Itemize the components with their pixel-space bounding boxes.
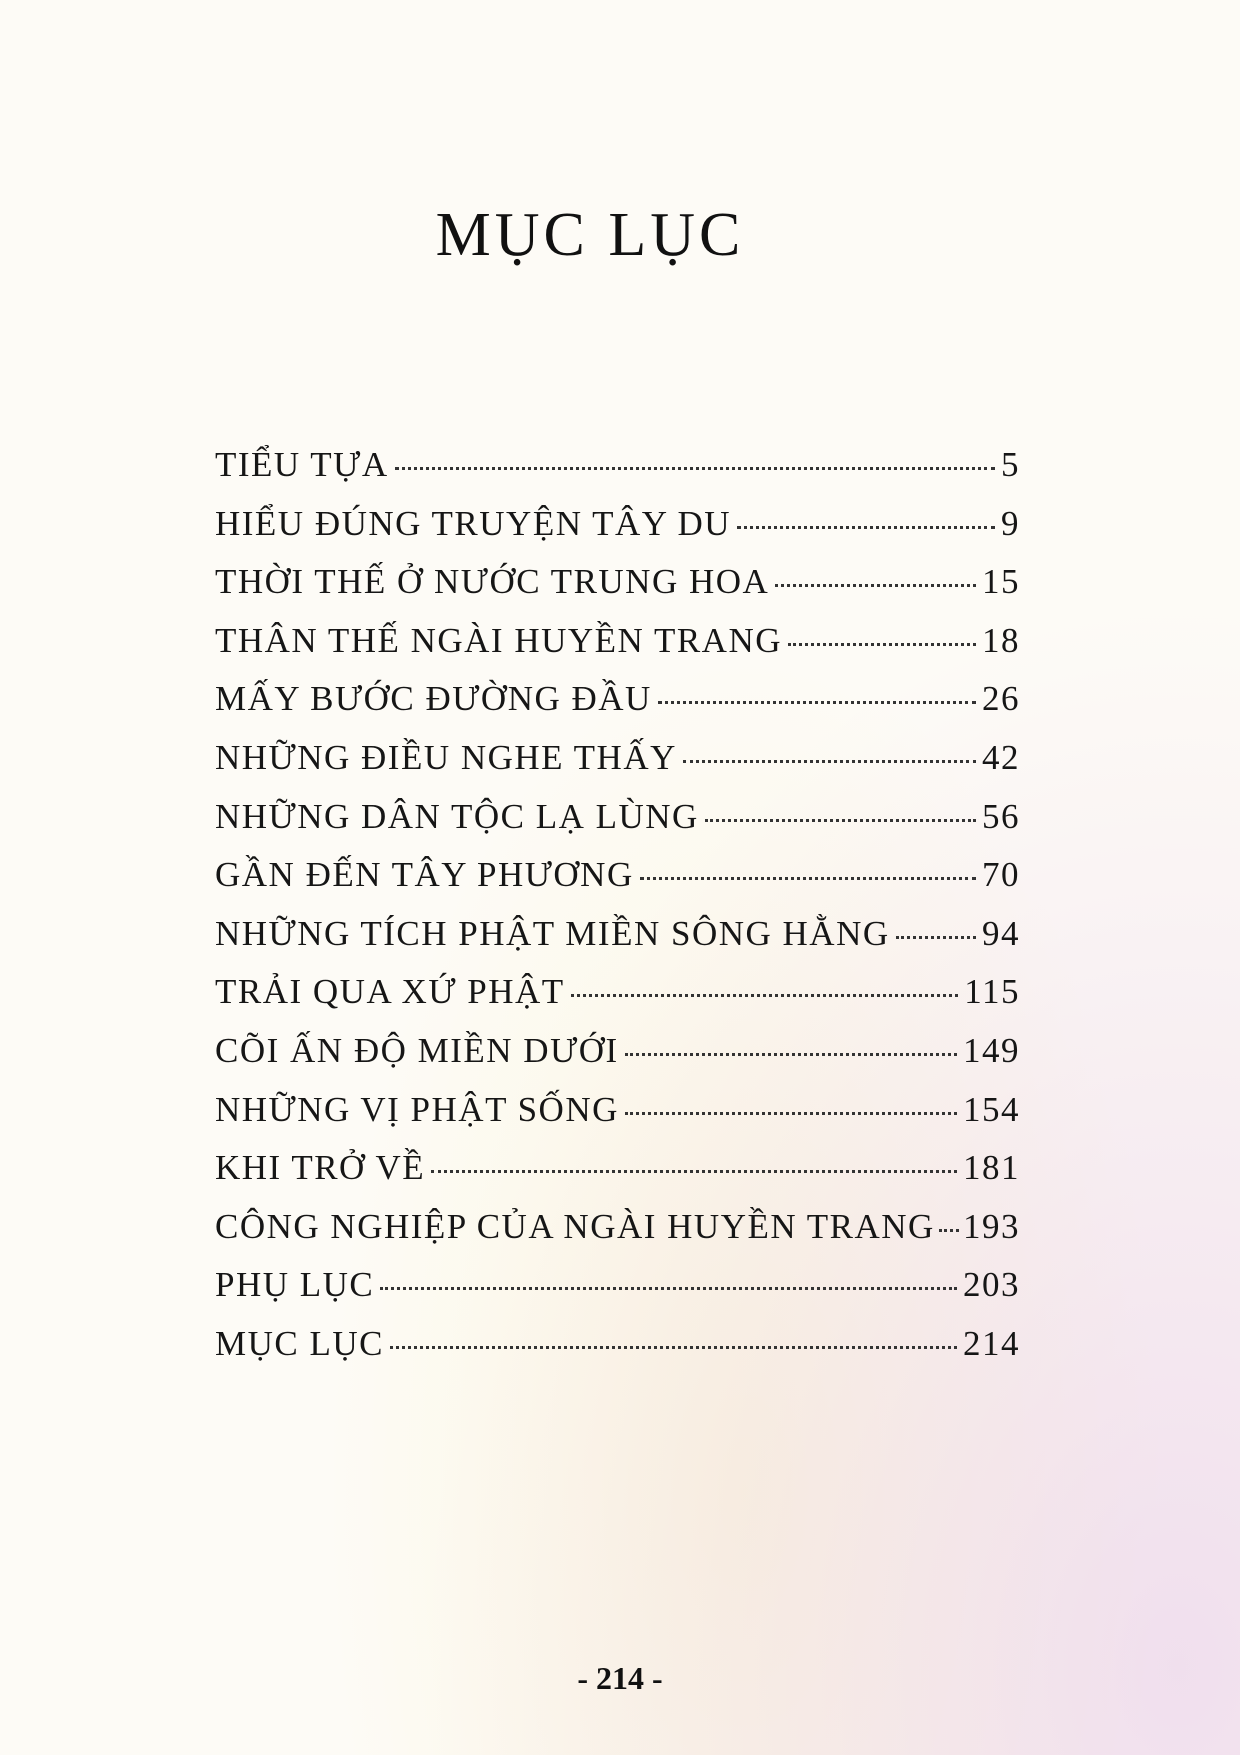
toc-entry-label: NHỮNG VỊ PHẬT SỐNG	[215, 1089, 619, 1129]
toc-entry-label: MẤY BƯỚC ĐƯỜNG ĐẦU	[215, 679, 652, 719]
toc-entry-label: THÂN THẾ NGÀI HUYỀN TRANG	[215, 620, 782, 660]
toc-entry-page: 149	[963, 1030, 1020, 1070]
page-number: - 214 -	[577, 1660, 663, 1696]
toc-entry-label: CÔNG NGHIỆP CỦA NGÀI HUYỀN TRANG	[215, 1206, 935, 1246]
toc-leader-dots	[939, 1229, 959, 1232]
toc-entry-page: 42	[982, 737, 1020, 777]
toc-leader-dots	[625, 1053, 957, 1056]
toc-entry	[215, 445, 1020, 504]
toc-entry-page: 15	[982, 562, 1020, 602]
toc-entry	[215, 855, 1020, 914]
toc-leader-dots	[683, 760, 976, 763]
toc-entry-label: PHỤ LỤC	[215, 1265, 375, 1305]
toc-entry-page: 56	[982, 796, 1020, 836]
toc-entry	[215, 914, 1020, 973]
toc-entry-page: 26	[982, 679, 1020, 719]
toc-entry-label: TRẢI QUA XỨ PHẬT	[215, 972, 565, 1012]
toc-entry	[215, 1090, 1020, 1149]
toc-entry-page: 70	[982, 855, 1020, 895]
toc-entry-page: 203	[963, 1265, 1020, 1305]
toc-entry	[215, 1207, 1020, 1266]
toc-leader-dots	[658, 701, 976, 704]
toc-entry-label: HIỂU ĐÚNG TRUYỆN TÂY DU	[215, 503, 732, 543]
toc-entry-page: 193	[963, 1206, 1020, 1246]
toc-entry-page: 181	[963, 1148, 1020, 1188]
page-title: MỤC LỤC	[435, 201, 745, 269]
toc-entry-label: NHỮNG DÂN TỘC LẠ LÙNG	[215, 796, 699, 836]
toc-entry-page: 18	[982, 620, 1020, 660]
toc-entry-label: GẦN ĐẾN TÂY PHƯƠNG	[215, 855, 634, 895]
toc-entry	[215, 679, 1020, 738]
toc-entry	[215, 972, 1020, 1031]
toc-leader-dots	[571, 994, 959, 997]
toc-leader-dots	[737, 526, 995, 529]
toc-entry-label: NHỮNG ĐIỀU NGHE THẤY	[215, 737, 677, 777]
toc-leader-dots	[625, 1112, 957, 1115]
toc-entry-label: CÕI ẤN ĐỘ MIỀN DƯỚI	[215, 1030, 619, 1070]
toc-entry	[215, 1148, 1020, 1207]
table-of-contents	[215, 445, 1020, 1383]
toc-entry-page: 214	[963, 1323, 1020, 1363]
toc-entry-label: MỤC LỤC	[215, 1323, 384, 1363]
toc-leader-dots	[395, 467, 995, 470]
toc-entry	[215, 1265, 1020, 1324]
toc-entry	[215, 738, 1020, 797]
toc-entry-label: NHỮNG TÍCH PHẬT MIỀN SÔNG HẰNG	[215, 913, 890, 953]
toc-entry-label: TIỂU TỰA	[215, 445, 389, 484]
toc-leader-dots	[431, 1170, 957, 1173]
toc-leader-dots	[380, 1287, 957, 1290]
toc-entry-page: 9	[1001, 503, 1020, 543]
toc-leader-dots	[640, 877, 976, 880]
toc-entry	[215, 504, 1020, 563]
toc-entry-page: 115	[964, 972, 1020, 1012]
toc-entry	[215, 1324, 1020, 1383]
toc-leader-dots	[390, 1346, 957, 1349]
toc-leader-dots	[896, 936, 976, 939]
toc-leader-dots	[775, 584, 976, 587]
toc-entry	[215, 621, 1020, 680]
toc-entry	[215, 562, 1020, 621]
toc-entry-page: 154	[963, 1089, 1020, 1129]
toc-leader-dots	[788, 643, 976, 646]
toc-entry	[215, 797, 1020, 856]
toc-entry-label: KHI TRỞ VỀ	[215, 1148, 426, 1188]
toc-entry	[215, 1031, 1020, 1090]
toc-leader-dots	[705, 819, 976, 822]
toc-entry-page: 5	[1001, 445, 1020, 484]
toc-entry-page: 94	[982, 913, 1020, 953]
toc-entry-label: THỜI THẾ Ở NƯỚC TRUNG HOA	[215, 562, 770, 602]
